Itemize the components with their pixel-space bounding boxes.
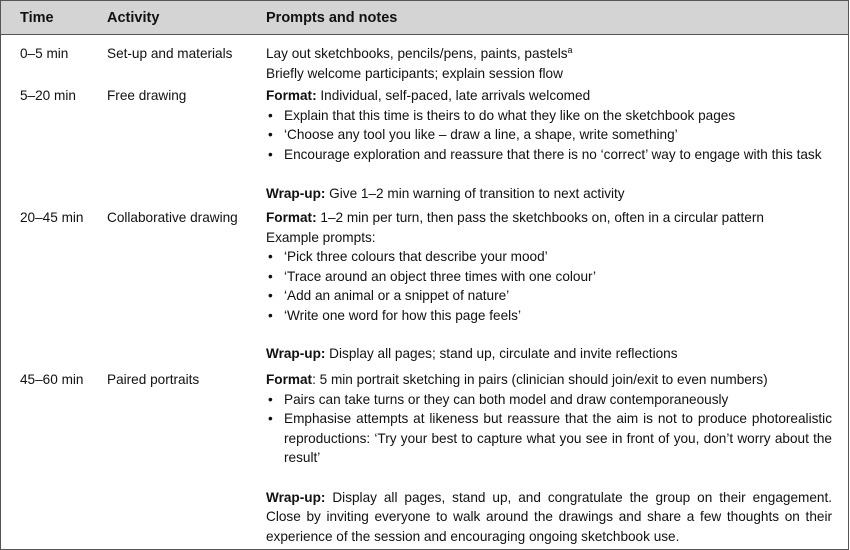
format-text: 1–2 min per turn, then pass the sketchbooks on, often in a circular pattern	[316, 210, 764, 225]
row-time: 0–5 min	[20, 46, 69, 61]
row-time: 45–60 min	[20, 372, 84, 387]
row-activity: Paired portraits	[107, 372, 200, 387]
bullet-item: • Emphasise attempts at likeness but reassure that the aim is not to produce photorealistic reproductions: ‘Try your best to capture what you see in front of you, don’t worry about the result’	[266, 409, 832, 468]
notes-line	[266, 44, 836, 64]
format-text: : 5 min portrait sketching in pairs (clinician should join/exit to even numbers)	[312, 372, 768, 387]
format-label: Format:	[266, 88, 317, 103]
bullet-item: • Explain that this time is theirs to do what they like on the sketchbook pages	[266, 106, 836, 126]
row-notes	[266, 86, 836, 204]
wrapup-line	[266, 184, 836, 204]
wrapup-text: Display all pages, stand up, and congratulate the group on their engagement. Close by inviting everyone to walk around the drawings and share a few thoughts on their experience of the session and encouraging ongoing sketchbook use.	[266, 489, 832, 544]
notes-text: Lay out sketchbooks, pencils/pens, paints, pastels	[266, 46, 568, 61]
row-time: 5–20 min	[20, 88, 76, 103]
wrapup-text: Display all pages; stand up, circulate and invite reflections	[325, 346, 678, 361]
format-line	[266, 370, 836, 390]
bullet-item: • ‘Trace around an object three times with one colour’	[266, 267, 836, 287]
format-label: Format:	[266, 210, 317, 225]
header-time: Time	[20, 10, 54, 26]
row-time: 20–45 min	[20, 210, 84, 225]
wrapup-line	[266, 488, 832, 547]
format-line	[266, 208, 836, 228]
table-header	[1, 1, 848, 35]
example-label: Example prompts:	[266, 229, 376, 245]
wrapup-label: Wrap-up:	[266, 346, 326, 361]
row-notes	[266, 44, 836, 83]
format-line	[266, 86, 836, 106]
row-notes	[266, 208, 836, 364]
wrapup-line	[266, 344, 836, 364]
format-label: Format	[266, 372, 313, 387]
row-notes	[266, 370, 836, 546]
header-activity: Activity	[107, 10, 160, 26]
row-activity: Set-up and materials	[107, 46, 233, 61]
row-activity: Free drawing	[107, 88, 187, 103]
footnote-marker: a	[567, 45, 573, 55]
header-notes: Prompts and notes	[266, 10, 398, 26]
wrapup-label: Wrap-up:	[266, 186, 326, 201]
wrapup-label: Wrap-up:	[266, 489, 326, 505]
bullet-item: • Pairs can take turns or they can both model and draw contemporaneously	[266, 390, 836, 410]
notes-line: Briefly welcome participants; explain session flow	[266, 65, 563, 81]
bullet-item: • ‘Add an animal or a snippet of nature’	[266, 286, 836, 306]
wrapup-text: Give 1–2 min warning of transition to next activity	[325, 186, 625, 201]
format-text: Individual, self-paced, late arrivals welcomed	[316, 88, 591, 103]
bullet-item: • ‘Choose any tool you like – draw a line, a shape, write something’	[266, 125, 836, 145]
bullet-item: • ‘Pick three colours that describe your mood’	[266, 247, 836, 267]
bullet-item: • Encourage exploration and reassure that there is no ‘correct’ way to engage with this task	[266, 145, 836, 165]
bullet-item: • ‘Write one word for how this page feels’	[266, 306, 836, 326]
row-activity: Collaborative drawing	[107, 210, 238, 225]
